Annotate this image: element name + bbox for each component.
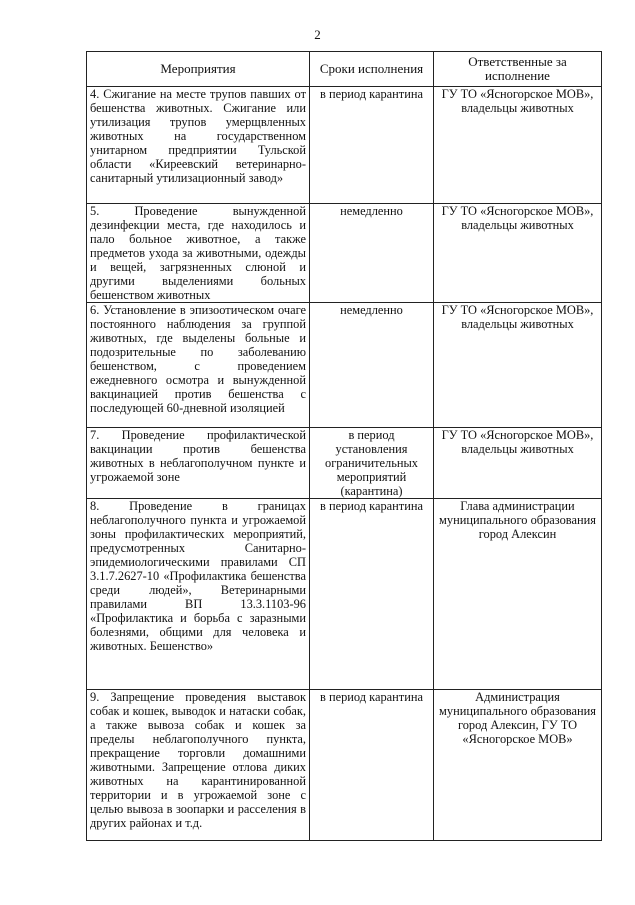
- header-responsible: Ответственные за исполнение: [434, 52, 602, 87]
- measures-table: [86, 51, 602, 841]
- table-row: [87, 87, 602, 204]
- measure-cell: 8. Проведение в границах неблагополучного пункта и угрожаемой зоны профилактических мероприятий, предусмотренных Санитарно-эпидемиологическими правилами СП 3.1.7.2627-10 «Профилактика бешенства среди людей», Ветеринарными правилами ВП 13.3.1103-96 «Профилактика и борьба с заразными болезнями, общими для человека и животных. Бешенство»: [87, 499, 310, 690]
- table-row: [87, 204, 602, 303]
- page-number: 2: [314, 27, 321, 42]
- table-row: [87, 499, 602, 690]
- responsible-cell: Администрация муниципального образования город Алексин, ГУ ТО «Ясногорское МОВ»: [434, 690, 602, 841]
- header-measures: Мероприятия: [87, 52, 310, 87]
- measure-cell: 6. Установление в эпизоотическом очаге постоянного наблюдения за группой животных, где выделены больные и подозрительные по заболеванию бешенством, с проведением ежедневного осмотра и вынужденной вакцинацией против бешенства с последующей 60-дневной изоляцией: [87, 303, 310, 428]
- measure-cell: 9. Запрещение проведения выставок собак и кошек, выводок и натаски собак, а также вывоза собак и кошек за пределы неблагополучного пункта, прекращение торговли домашними животными. Запрещение отлова диких животных на карантинированной территории и в угрожаемой зоне с целью вывоза в зоопарки и расселения в других районах и т.д.: [87, 690, 310, 841]
- term-cell: в период карантина: [310, 499, 434, 690]
- table-row: [87, 428, 602, 499]
- term-cell: немедленно: [310, 204, 434, 303]
- table-row: [87, 303, 602, 428]
- term-cell: в период карантина: [310, 87, 434, 204]
- responsible-cell: Глава администрации муниципального образования город Алексин: [434, 499, 602, 690]
- term-cell: в период карантина: [310, 690, 434, 841]
- responsible-cell: ГУ ТО «Ясногорское МОВ», владельцы животных: [434, 428, 602, 499]
- term-cell: в период установления ограничительных мероприятий (карантина): [310, 428, 434, 499]
- measure-cell: 4. Сжигание на месте трупов павших от бешенства животных. Сжигание или утилизация трупов умерщвленных животных на государственном унитарном предприятии Тульской области «Киреевский ветеринарно-санитарный утилизационный завод»: [87, 87, 310, 204]
- measure-cell: 7. Проведение профилактической вакцинации против бешенства животных в неблагополучном пункте и угрожаемой зоне: [87, 428, 310, 499]
- term-cell: немедленно: [310, 303, 434, 428]
- measure-cell: 5. Проведение вынужденной дезинфекции места, где находилось и пало больное животное, а также предметов ухода за животными, одежды и вещей, загрязненных слюной и другими выделениями больных бешенством животных: [87, 204, 310, 303]
- header-terms: Сроки исполнения: [310, 52, 434, 87]
- responsible-cell: ГУ ТО «Ясногорское МОВ», владельцы животных: [434, 303, 602, 428]
- table-row: [87, 690, 602, 841]
- responsible-cell: ГУ ТО «Ясногорское МОВ», владельцы животных: [434, 204, 602, 303]
- responsible-cell: ГУ ТО «Ясногорское МОВ», владельцы животных: [434, 87, 602, 204]
- table-header-row: [87, 52, 602, 87]
